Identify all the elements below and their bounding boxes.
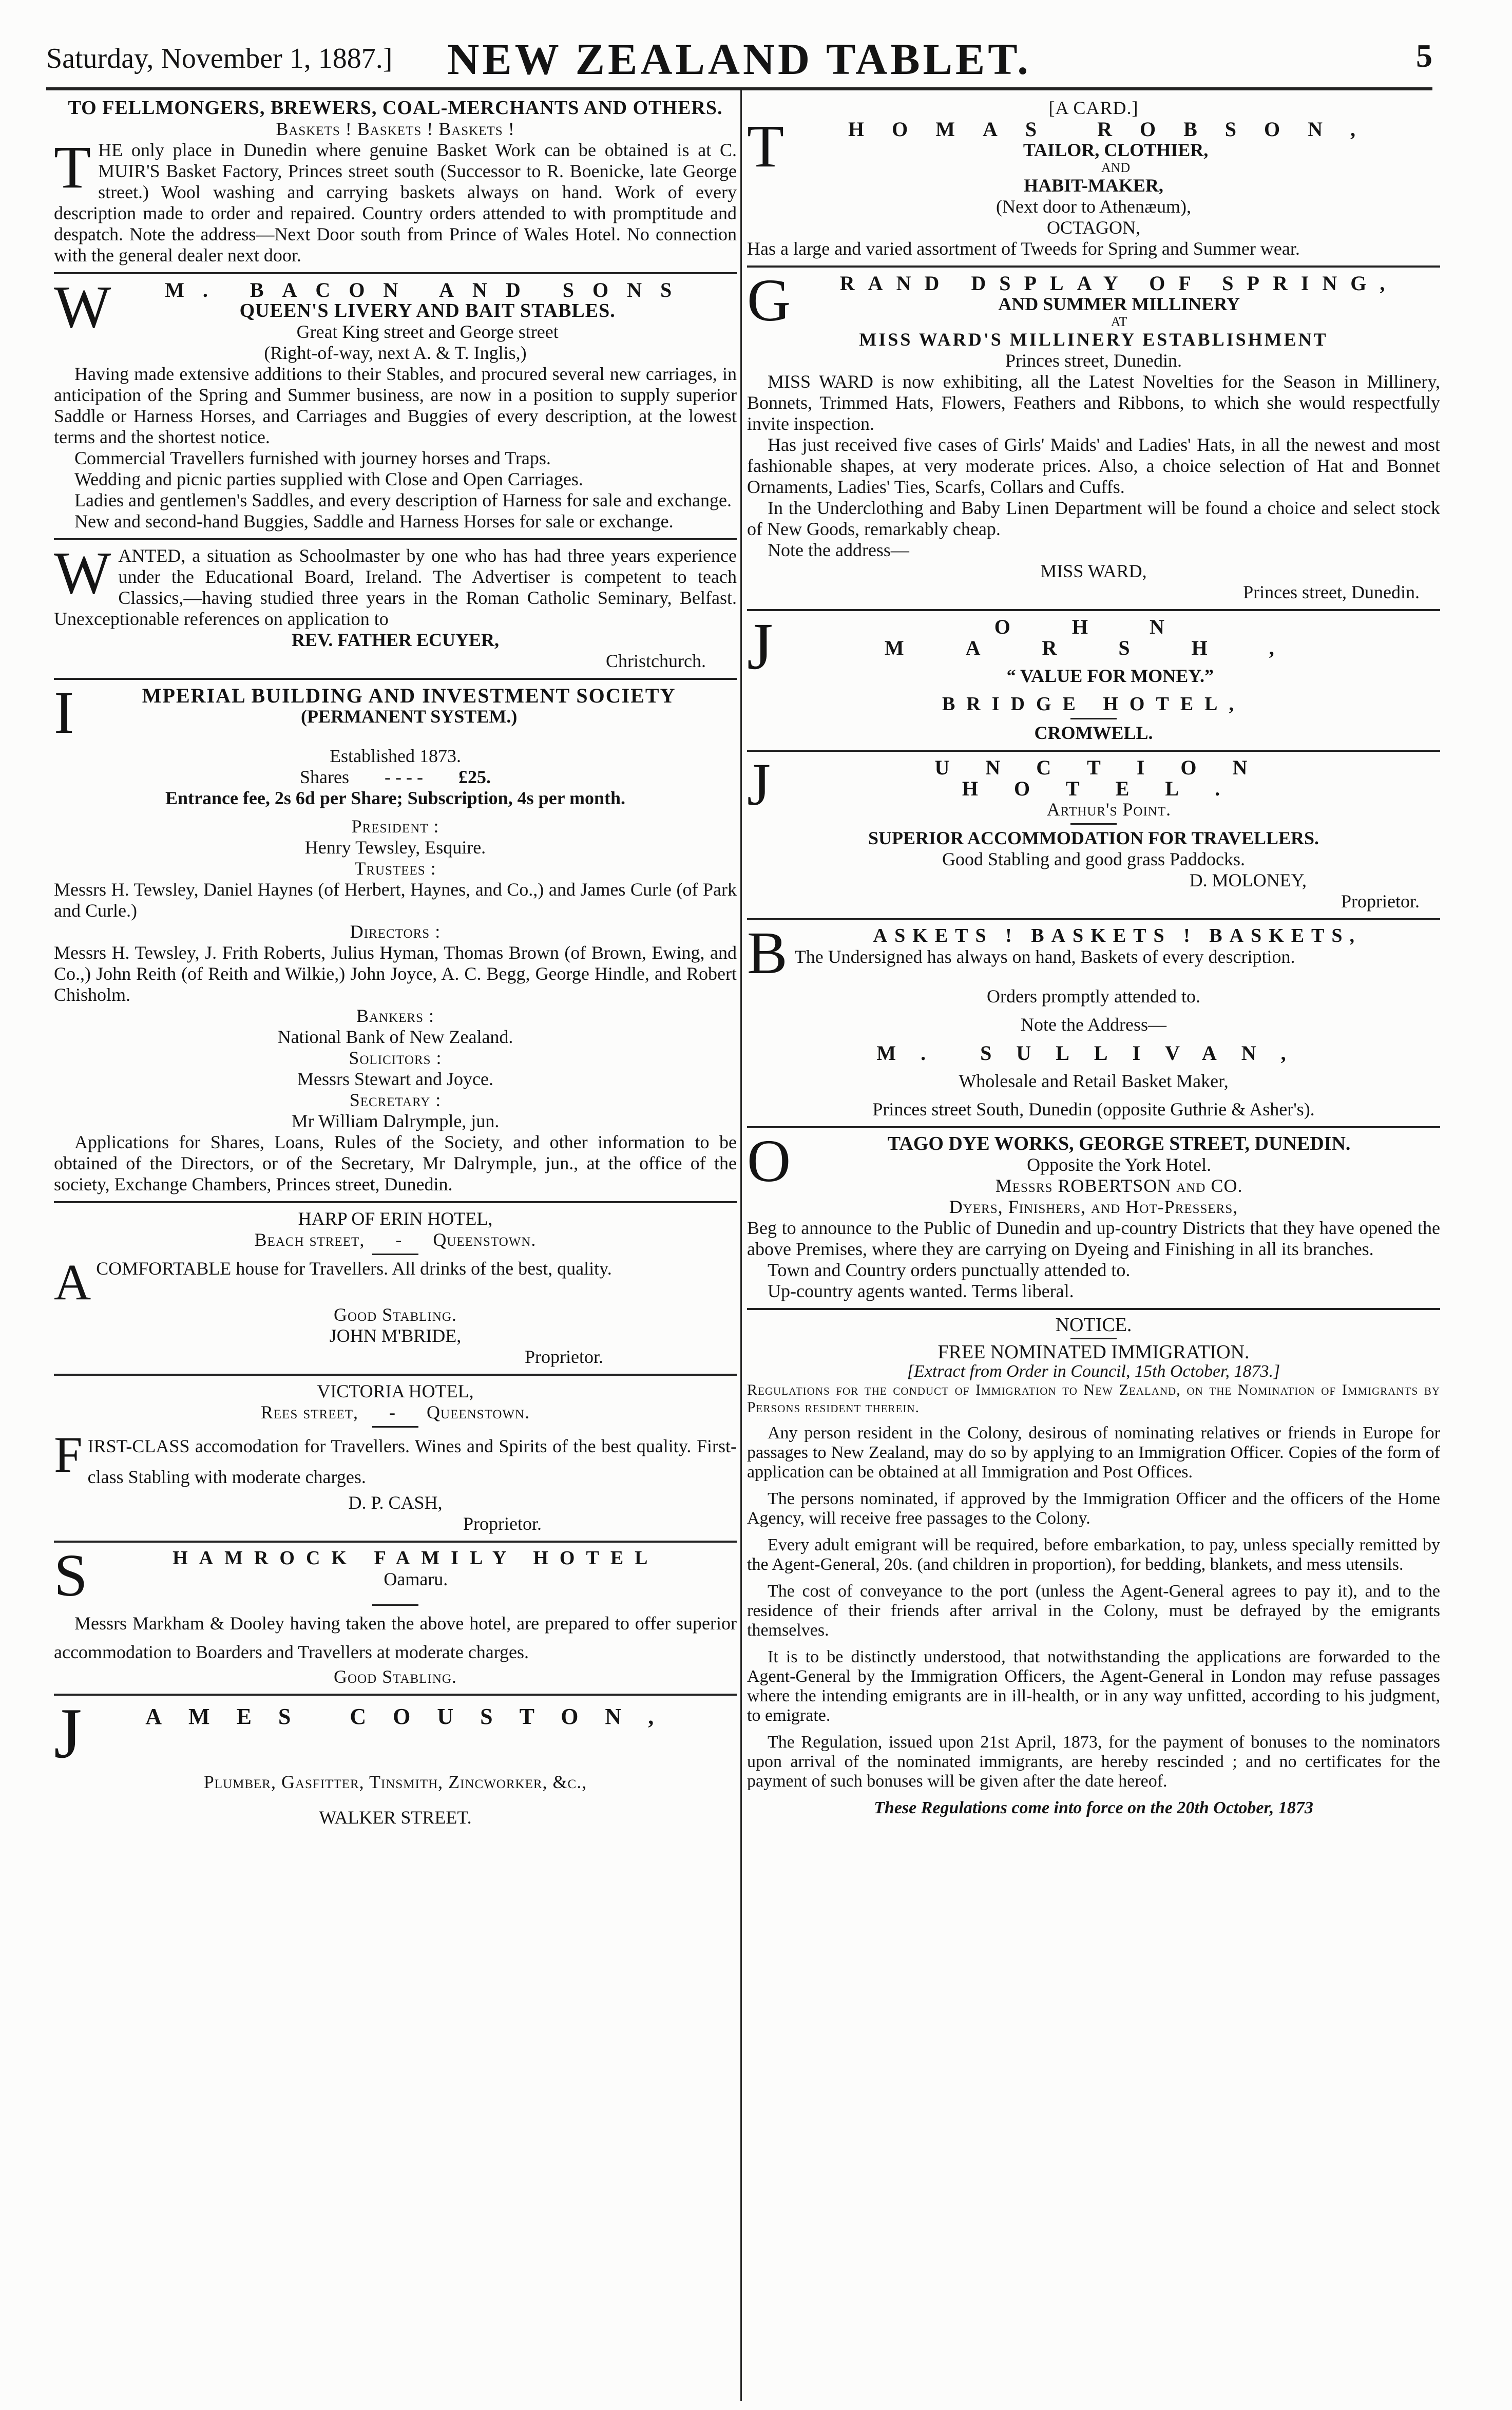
stabling: Good Stabling. [334,1666,457,1687]
ad-paragraph: Beg to announce to the Public of Dunedin and up-country Districts that they have opened the above Premises, where they are carrying on Dyeing and Finishing in all its branches. [747,1218,1440,1259]
town: Queenstown. [427,1402,530,1422]
shares-label: Shares [300,767,350,787]
ad-establishment: MISS WARD'S MILLINERY ESTABLISHMENT [859,329,1328,350]
ad-heading: TO FELLMONGERS, BREWERS, COAL-MERCHANTS AND OTHERS. [68,97,723,119]
trustees-label: Trustees : [354,858,436,879]
newspaper-title: NEW ZEALAND TABLET. [447,34,1031,84]
notice-extract: [Extract from Order in Council, 15th October, 1873.] [907,1362,1280,1381]
dash: - [389,1402,396,1422]
ad-address: (Right-of-way, next A. & T. Inglis,) [264,343,527,363]
ad-place: Arthur's Point. [1046,799,1172,820]
left-column [54,98,737,1828]
drop-cap: B [747,919,788,986]
shares-dots: - - - - [385,767,423,787]
ad-trades: Plumber, Gasfitter, Tinsmith, Zincworker, &c., [203,1772,587,1792]
ad-paragraph: Commercial Travellers furnished with journey horses and Traps. [74,448,551,468]
town: Queenstown. [433,1229,537,1250]
issue-date: Saturday, November 1, 1887.] [46,43,393,74]
ad-signature: MISS WARD, [1040,561,1147,581]
ad-address [54,1402,737,1423]
section-rule [747,609,1440,611]
secretary-label: Secretary : [349,1090,442,1110]
ad-paragraph: Has just received five cases of Girls' Maids' and Ladies' Hats, in all the newest and most fashionable shapes, at very moderate prices. Also, a choice selection of Hat and Bonnet Ornaments, Ladies' Ties, Scarfs, Collars and Cuffs. [747,434,1440,497]
ad-fellmongers [54,98,737,266]
ad-role: Proprietor. [1341,891,1420,912]
ad-heading: MPERIAL BUILDING AND INVESTMENT SOCIETY [142,684,676,707]
ad-heading: HARP OF ERIN HOTEL, [298,1208,493,1229]
drop-cap: J [747,751,771,818]
ad-heading: OHN MARSH, [884,615,1336,659]
ad-address: Princes street South, Dunedin (opposite Guthrie & Asher's). [872,1099,1315,1119]
ad-paragraph: The Undersigned has always on hand, Baskets of every description. [794,946,1295,967]
ad-address: Princes street, Dunedin. [1243,582,1420,602]
ad-body: Has a large and varied assortment of Tweeds for Spring and Summer wear. [747,238,1300,259]
section-rule [54,538,737,540]
section-rule [54,1694,737,1696]
ad-shamrock-hotel [54,1542,737,1687]
column-divider [740,90,742,2401]
ad-body: HE only place in Dunedin where genuine Basket Work can be obtained is at C. MUIR'S Basket Factory, Princes street south (Successor to R. Boenicke, late George street.) Wool washing and carrying baskets always on hand. Work of every description made to order and repaired. Country orders attended to with promptitude and despatch. Note the address—Next Door south from Prince of Wales Hotel. No connection with the general dealer next door. [54,140,737,265]
ad-opposite: Opposite the York Hotel. [1027,1154,1212,1175]
page-number: 5 [1416,37,1432,74]
drop-cap: F [54,1426,83,1483]
ad-address: Great King street and George street [296,321,559,342]
notice-paragraph: It is to be distinctly understood, that notwithstanding the applications are forwarded to the Agent-General by the Immigration Officers, the Agent-General in London may refuse passages where the intending emigrants are in ill-health, or in any way unfitted, according to his judgment, to emigrate. [747,1647,1440,1725]
ad-thomas-robson [747,98,1440,259]
ad-name: M. SULLIVAN, [876,1041,1311,1065]
ad-line: HABIT-MAKER, [1024,175,1163,196]
dash: - [395,1229,403,1250]
drop-cap: W [54,273,111,340]
ad-body: Messrs Markham & Dooley having taken the above hotel, are prepared to offer superior accommodation to Boarders and Travellers at moderate charges. [54,1613,737,1662]
drop-cap: T [747,112,784,180]
ad-role: Wholesale and Retail Basket Maker, [959,1071,1229,1091]
ad-line: OCTAGON, [1046,217,1141,238]
ad-subheading: Baskets ! Baskets ! Baskets ! [276,119,515,139]
president: Henry Tewsley, Esquire. [304,837,486,858]
shares-value: £25. [458,767,491,787]
ad-firm: Messrs ROBERTSON and CO. [995,1175,1243,1196]
ad-body: ANTED, a situation as Schoolmaster by one who has had three years experience under the Educational Board, Ireland. The Advertiser is competent to teach Classics,—having studied three years in the Roman Catholic Seminary, Belfast. Unexceptionable references on application to [54,545,737,629]
section-rule [54,1541,737,1543]
drop-cap: T [54,134,91,201]
section-rule [747,265,1440,268]
ad-town: CROMWELL. [1034,723,1153,743]
ad-signature: D. MOLONEY, [1189,870,1307,890]
bankers-label: Bankers : [356,1005,435,1026]
drop-cap: S [54,1542,88,1609]
ad-junction-hotel [747,751,1440,912]
trustees: Messrs H. Tewsley, Daniel Haynes (of Herbert, Haynes, and Co.,) and James Curle (of Park and Curle.) [54,879,737,921]
ad-heading: HAMROCK FAMILY HOTEL [173,1547,659,1569]
ad-body: IRST-CLASS accomodation for Travellers. Wines and Spirits of the best quality. First-class Stabling with moderate charges. [87,1436,737,1487]
section-rule [54,1201,737,1203]
section-rule [747,1308,1440,1310]
ad-and: AND [1101,160,1131,175]
ad-heading: TAGO DYE WORKS, GEORGE STREET, DUNEDIN. [887,1133,1351,1154]
street: Beach street, [254,1229,365,1250]
ad-bacon-stables [54,273,737,532]
ad-paragraph: Ladies and gentlemen's Saddles, and every description of Harness for sale and exchange. [74,490,732,510]
ad-paragraph: Wedding and picnic parties supplied with Close and Open Carriages. [74,469,583,489]
secretary: Mr William Dalrymple, jun. [291,1111,500,1131]
ad-wanted-schoolmaster [54,539,737,672]
solicitors: Messrs Stewart and Joyce. [297,1069,493,1089]
ad-subheading: (PERMANENT SYSTEM.) [300,706,518,727]
ad-role: Proprietor. [525,1346,603,1367]
ad-street: WALKER STREET. [319,1807,472,1828]
applications: Applications for Shares, Loans, Rules of the Society, and other information to be obtained of the Directors, or of the Secretary, Mr Dalrymple, jun., at the office of the society, Exchange Chambers, Princes street, Dunedin. [54,1132,737,1194]
ad-signature: REV. FATHER ECUYER, [291,630,500,650]
ad-card-label: [A CARD.] [1048,98,1139,118]
notice-footer: These Regulations come into force on the 20th October, 1873 [874,1798,1313,1817]
ad-note: Note the address— [768,540,909,560]
drop-cap: O [747,1127,791,1194]
ad-heading: RAND DSPLAY OF SPRING, [839,272,1399,295]
ad-body: COMFORTABLE house for Travellers. All drinks of the best, quality. [96,1258,612,1279]
drop-cap: I [54,679,74,746]
ad-heading: M. BACON AND SONS [165,278,691,301]
right-column [747,98,1440,1818]
directors: Messrs H. Tewsley, J. Frith Roberts, Julius Hyman, Thomas Brown (of Brown, Ewing, and Co.,) John Reith (of Reith and Wilkie,) John Joyce, A. C. Begg, George Hindle, and Robert Chisholm. [54,942,737,1005]
ad-otago-dye-works [747,1127,1440,1302]
ad-trade: Dyers, Finishers, and Hot-Pressers, [949,1197,1238,1217]
street: Rees street, [260,1402,359,1422]
notice-paragraph: The Regulation, issued upon 21st April, 1873, for the payment of bonuses to the nominators upon arrival of the nominated immigrants, are hereby rescinded ; and no certificates for the payment of such bonuses will be given after the date hereof. [747,1733,1440,1791]
ad-paragraph: MISS WARD is now exhibiting, all the Latest Novelties for the Season in Millinery, Bonnets, Trimmed Hats, Flowers, Feathers and Ribbons, to which she would respectfully invite inspection. [747,371,1440,434]
ad-role: Proprietor. [463,1513,542,1534]
ad-subheading: AND SUMMER MILLINERY [998,294,1240,314]
ad-couston [54,1694,737,1828]
ad-subheading: SUPERIOR ACCOMMODATION FOR TRAVELLERS. [868,828,1319,848]
ad-sullivan-baskets [747,919,1440,1120]
ad-signature: JOHN M'BRIDE, [329,1325,462,1346]
ad-heading: AMES COUSTON, [145,1704,681,1729]
ad-street: Princes street, Dunedin. [1005,350,1182,371]
ad-hotel: BRIDGE HOTEL, [942,693,1246,715]
ad-paragraph: Having made extensive additions to their Stables, and procured several new carriages, in anticipation of the Spring and Summer business, are now in a position to supply superior Saddle or Harness Horses, and Carriages and Buggies of every description, at the lowest terms and the shortest notice. [54,364,737,447]
section-rule [747,1126,1440,1128]
section-rule [747,918,1440,920]
ad-paragraph: Up-country agents wanted. Terms liberal. [768,1281,1074,1301]
ad-paragraph: Town and Country orders punctually attended to. [768,1260,1131,1280]
ad-heading: HOMAS ROBSON, [848,118,1384,141]
entrance-fee: Entrance fee, 2s 6d per Share; Subscription, 4s per month. [165,788,626,808]
bankers: National Bank of New Zealand. [277,1027,513,1047]
ad-john-marsh [747,610,1440,744]
stabling: Good Stabling. [334,1304,457,1325]
ad-subheading: QUEEN'S LIVERY AND BAIT STABLES. [239,300,616,321]
ad-at: AT [1111,314,1127,329]
ad-line: (Next door to Athenæum), [996,196,1191,217]
established: Established 1873. [330,746,461,766]
drop-cap: A [54,1254,91,1311]
ad-heading: VICTORIA HOTEL, [317,1381,474,1401]
ad-signature: D. P. CASH, [348,1492,443,1513]
ad-quote: “ VALUE FOR MONEY.” [1006,666,1214,686]
notice-heading: NOTICE. [1055,1314,1132,1336]
shares-line [54,767,737,788]
drop-cap: W [54,539,111,606]
ad-paragraph: Orders promptly attended to. [987,986,1200,1007]
notice-paragraph: Any person resident in the Colony, desirous of nominating relatives or friends in Europe for passages to New Zealand, may do so by applying to an Immigration Officer. Copies of the form of application can be obtained at all Immigration and Post Offices. [747,1424,1440,1482]
ad-paragraph: Note the Address— [1021,1014,1166,1035]
ad-paragraph: New and second-hand Buggies, Saddle and Harness Horses for sale or exchange. [74,511,674,532]
ad-paragraph: In the Underclothing and Baby Linen Department will be found a choice and select stock of New Goods, remarkably cheap. [747,498,1440,539]
ad-stabling: Good Stabling and good grass Paddocks. [942,849,1245,869]
notice-paragraph: The cost of conveyance to the port (unless the Agent-General agrees to pay it), and to the residence of their friends after arrival in the Colony, must be defrayed by the emigrants themselves. [747,1582,1440,1640]
notice-paragraph: Every adult emigrant will be required, before embarkation, to pay, unless specially remitted by the Agent-General, 20s. (and children in proportion), for bedding, blankets, and mess utensils. [747,1535,1440,1574]
ad-victoria-hotel [54,1381,737,1534]
notice-subheading: FREE NOMINATED IMMIGRATION. [937,1341,1250,1363]
notice-paragraph: The persons nominated, if approved by the Immigration Officer and the officers of the Home Agency, will receive free passages to the Colony. [747,1489,1440,1528]
solicitors-label: Solicitors : [349,1048,442,1068]
drop-cap: G [747,267,791,334]
directors-label: Directors : [350,921,441,942]
drop-cap: J [54,1694,82,1773]
section-rule [54,1374,737,1376]
ad-miss-ward [747,267,1440,603]
ad-imperial-society [54,679,737,1195]
masthead [46,31,1432,90]
ad-address [54,1229,737,1250]
ad-heading: ASKETS ! BASKETS ! BASKETS, [873,925,1362,946]
notice-immigration [747,1315,1440,1818]
ad-town: Oamaru. [384,1569,448,1589]
ad-place: Christchurch. [606,651,706,671]
ad-line: TAILOR, CLOTHIER, [1023,140,1209,160]
section-rule [54,678,737,680]
notice-regulations: Regulations for the conduct of Immigration to New Zealand, on the Nomination of Immigrants by Persons resident therein. [747,1381,1440,1416]
section-rule [747,750,1440,752]
ad-heading: UNCTION HOTEL. [934,756,1284,800]
ad-harp-of-erin [54,1208,737,1368]
drop-cap: J [747,610,773,684]
president-label: President : [351,816,439,837]
section-rule [54,272,737,274]
